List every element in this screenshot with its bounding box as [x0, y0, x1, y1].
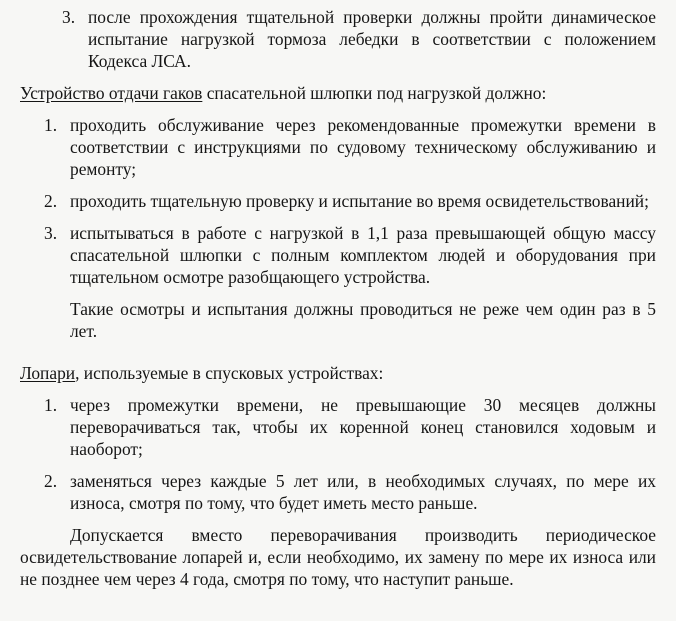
list-item [20, 470, 656, 514]
list-item-text: через промежутки времени, не превышающие 30 месяцев должны переворачиваться так, чтобы их коренной конец становился ходовым и наоборот; [70, 395, 656, 459]
list-item-continued-3 [20, 6, 656, 72]
list-item-text: проходить обслуживание через рекомендованные промежутки времени в соответствии с инструкциями по судовому техническому обслуживанию и ремонту; [70, 115, 656, 179]
list-item-text: проходить тщательную проверку и испытание во время освидетельствований; [70, 191, 649, 211]
list-item-text: заменяться через каждые 5 лет или, в необходимых случаях, по мере их износа, смотря по тому, что будет иметь место раньше. [70, 471, 656, 513]
list-item-text: после прохождения тщательной проверки должны пройти динамическое испытание нагрузкой тормоза лебедки в соответствии с положением Кодекса ЛСА. [88, 7, 656, 71]
spacer [20, 342, 656, 362]
section-heading-rest: спасательной шлюпки под нагрузкой должно: [202, 83, 547, 103]
list-number: 2. [44, 191, 58, 211]
list-item [20, 114, 656, 180]
list-number: 2. [44, 471, 58, 491]
section-heading-hooks [20, 82, 656, 104]
list-item [20, 394, 656, 460]
list-number: 1. [44, 395, 58, 415]
list-item-text: испытываться в работе с нагрузкой в 1,1 раза превышающей общую массу спасательной шлюпки с полным комплектом людей и оборудования при тщательном осмотре разобщающего устройства. [70, 223, 656, 287]
list-number: 1. [44, 115, 58, 135]
section-heading-underlined: Устройство отдачи гаков [20, 83, 203, 103]
list-number: 3. [44, 223, 58, 243]
inspection-note: Такие осмотры и испытания должны проводиться не реже чем один раз в 5 лет. [70, 299, 656, 341]
list-item [20, 190, 656, 212]
section-heading-underlined: Лопари [20, 363, 76, 383]
final-paragraph: Допускается вместо переворачивания производить периодическое освидетельствование лопарей и, если необходимо, их замену по мере их износа или не позднее чем через 4 года, смотря по тому, что наступит раньше. [20, 525, 656, 589]
list-item [20, 222, 656, 288]
section-heading-rest: , используемые в спусковых устройствах: [75, 363, 384, 383]
list-number: 3. [62, 7, 76, 27]
section-heading-falls [20, 362, 656, 384]
